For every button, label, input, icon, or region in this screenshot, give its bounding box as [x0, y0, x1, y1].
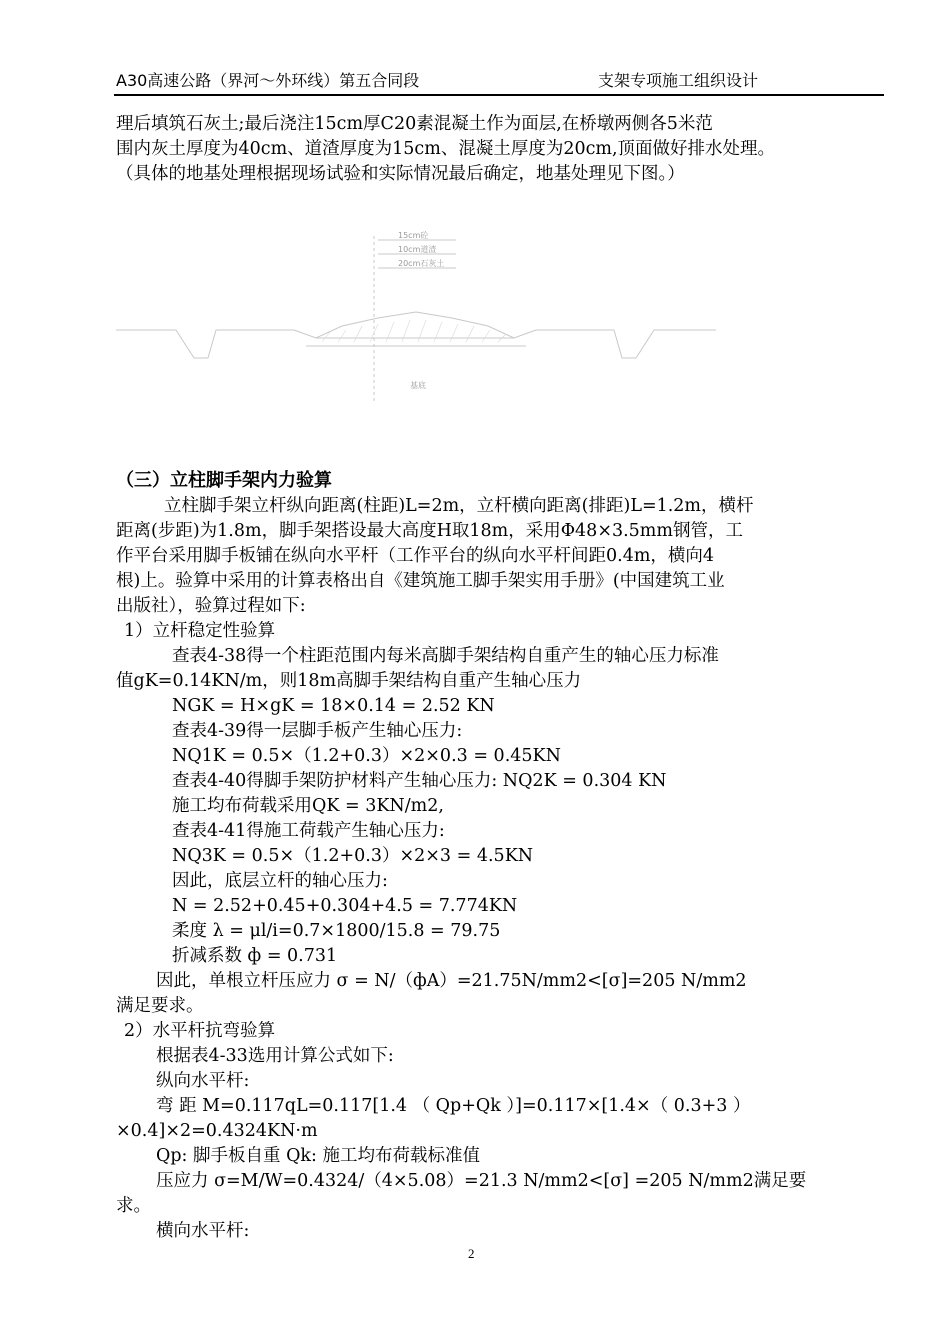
calc-line: 施工均布荷载采用QK = 3KN/m2, [172, 796, 444, 816]
calc-line: 因此，底层立杆的轴心压力: [172, 871, 388, 891]
intro-paragraph [116, 112, 884, 187]
calc-line: 查表4-41得施工荷载产生轴心压力: [172, 821, 445, 841]
foundation-diagram-svg [116, 222, 884, 422]
calc-line: 满足要求。 [116, 996, 204, 1016]
calc-line: N = 2.52+0.45+0.304+4.5 = 7.774KN [172, 896, 518, 916]
calc-section [116, 468, 884, 1244]
intro-line: 围内灰土厚度为40cm、道渣厚度为15cm、混凝土厚度为20cm,顶面做好排水处理。 [116, 139, 776, 159]
calc-line: 值gK=0.14KN/m，则18m高脚手架结构自重产生轴心压力 [116, 671, 582, 691]
layer-label: 10cm道渣 [398, 245, 437, 254]
calc-line: NQ1K = 0.5×（1.2+0.3）×2×0.3 = 0.45KN [172, 746, 561, 766]
calc-line: 立柱脚手架立杆纵向距离(柱距)L=2m，立杆横向距离(排距)L=1.2m，横杆 [164, 496, 754, 516]
header-project-title: A30高速公路（界河～外环线）第五合同段 [116, 71, 420, 90]
calc-line: 查表4-38得一个柱距范围内每米高脚手架结构自重产生的轴心压力标准 [172, 646, 719, 666]
header-document-title: 支架专项施工组织设计 [598, 71, 759, 90]
intro-line: （具体的地基处理根据现场试验和实际情况最后确定，地基处理见下图。） [116, 164, 685, 184]
calc-line: 柔度 λ = μl/i=0.7×1800/15.8 = 79.75 [172, 921, 501, 941]
layer-label: 20cm石灰土 [398, 259, 445, 268]
calc-lines [116, 494, 884, 1244]
section-title: （三）立柱脚手架内力验算 [116, 470, 332, 491]
calc-line: NQ3K = 0.5×（1.2+0.3）×2×3 = 4.5KN [172, 846, 534, 866]
calc-line: 横向水平杆: [156, 1221, 250, 1241]
calc-line: 根)上。验算中采用的计算表格出自《建筑施工脚手架实用手册》(中国建筑工业 [116, 571, 725, 591]
header-rule [114, 94, 884, 96]
calc-line: 出版社），验算过程如下: [116, 596, 306, 616]
calc-line: 折减系数 ф = 0.731 [172, 946, 338, 966]
foundation-diagram [116, 222, 884, 422]
calc-line: 求。 [116, 1196, 151, 1216]
calc-line: 因此，单根立杆压应力 σ = N/（фA）=21.75N/mm2<[σ]=205 N/mm2 [156, 971, 747, 991]
calc-line: 作平台采用脚手板铺在纵向水平杆（工作平台的纵向水平杆间距0.4m，横向4 [116, 546, 715, 566]
calc-line: 压应力 σ=M/W=0.4324/（4×5.08）=21.3 N/mm2<[σ] =205 N/mm2满足要 [156, 1171, 807, 1191]
calc-line: 纵向水平杆: [156, 1071, 250, 1091]
layer-label: 15cm砼 [398, 231, 429, 240]
calc-line: 距离(步距)为1.8m，脚手架搭设最大高度H取18m，采用Φ48×3.5mm钢管，工 [116, 521, 743, 541]
calc-line: 查表4-39得一层脚手板产生轴心压力: [172, 721, 463, 741]
intro-line: 理后填筑石灰土;最后浇注15cm厚C20素混凝土作为面层,在桥墩两侧各5米范 [116, 114, 713, 134]
calc-line: 查表4-40得脚手架防护材料产生轴心压力: NQ2K = 0.304 KN [172, 771, 667, 791]
calc-line: 1）立杆稳定性验算 [124, 621, 276, 641]
calc-line: Qp: 脚手板自重 Qk: 施工均布荷载标准值 [156, 1146, 480, 1166]
calc-line: 2）水平杆抗弯验算 [124, 1021, 276, 1041]
calc-line: NGK = H×gK = 18×0.14 = 2.52 KN [172, 696, 495, 716]
base-label: 基底 [410, 381, 426, 390]
calc-line: 弯 距 M=0.117qL=0.117[1.4 （ Qp+Qk ）]=0.117×[1.4×（ 0.3+3 ） [156, 1096, 751, 1116]
calc-line: ×0.4]×2=0.4324KN·m [116, 1121, 318, 1141]
page-number: 2 [468, 1246, 475, 1261]
page-header [116, 68, 836, 90]
calc-line: 根据表4-33选用计算公式如下: [156, 1046, 394, 1066]
